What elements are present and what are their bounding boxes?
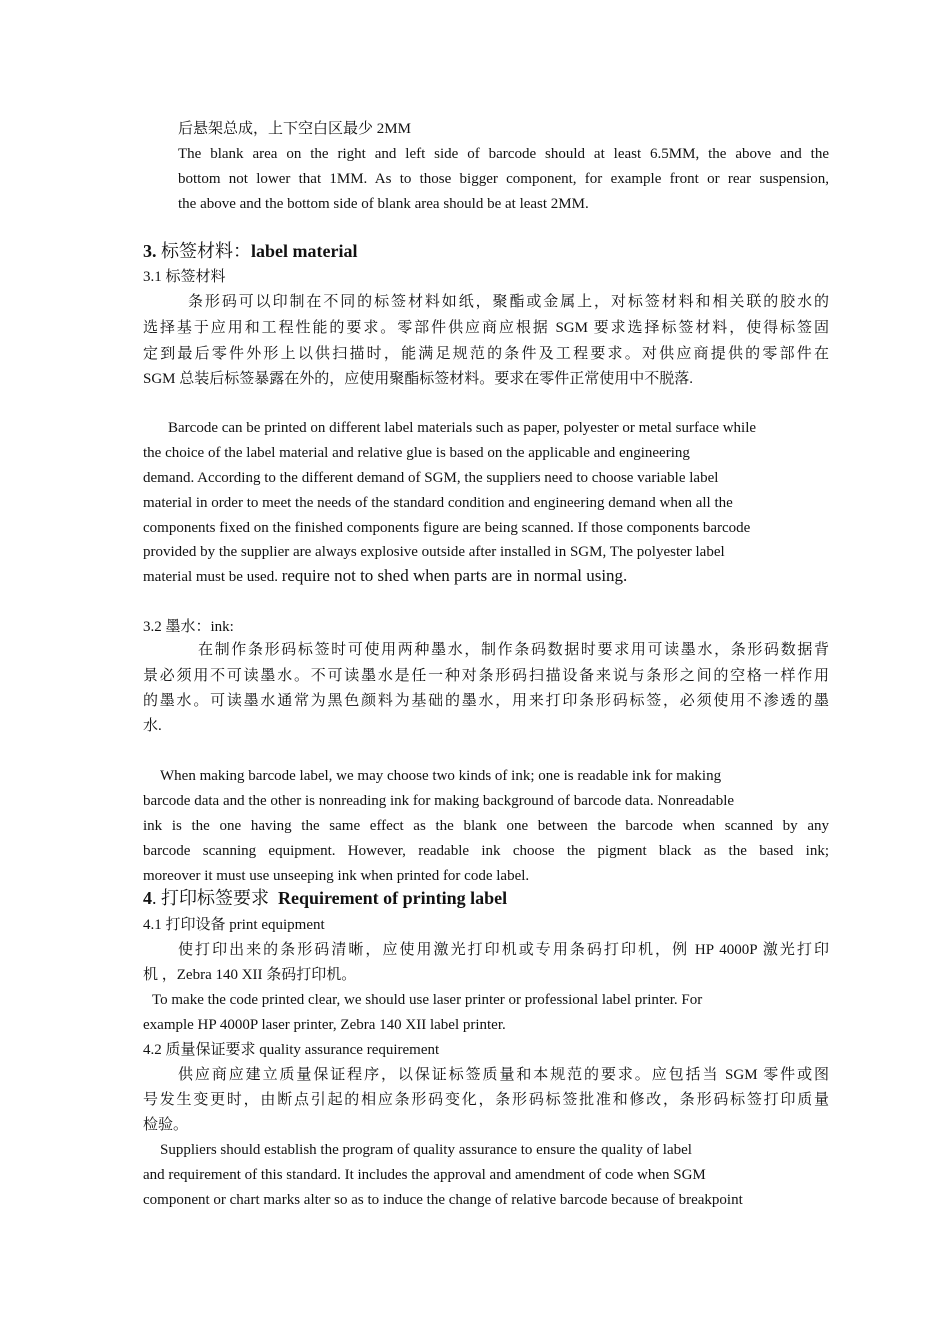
para-3-2-cn-line-3: 的墨水。可读墨水通常为黑色颜料为基础的墨水，用来打印条形码标签，必须使用不渗透的墨: [143, 693, 829, 709]
para-3-1-en-line-6: provided by the supplier are always explosive outside after installed in SGM, The polyester label: [143, 544, 725, 560]
para-3-1-en-line-7: [143, 566, 627, 587]
para-3-2-en-line-2: barcode data and the other is nonreading ink for making background of barcode data. Nonreadable: [143, 793, 735, 809]
para-3-1-en-line-1: Barcode can be printed on different label materials such as paper, polyester or metal surface while: [168, 420, 757, 436]
intro-line-2: The blank area on the right and left side of barcode should at least 6.5MM, the above and the: [178, 146, 829, 162]
section-3-heading: [143, 240, 357, 262]
para-3-2-en-line-5: moreover it must use unseeping ink when printed for code label.: [143, 868, 530, 884]
section-4-heading: [143, 887, 507, 909]
para-3-1-en-line-3: demand. According to the different demand of SGM, the suppliers need to choose variable label: [143, 470, 719, 486]
section-3-title-cn: 标签材料：: [161, 241, 251, 261]
para-3-1-cn-line-3: 定到最后零件外形上以供扫描时，能满足规范的条件及工程要求。对供应商提供的零部件在: [143, 346, 829, 362]
para-4-2-cn-line-3: 检验。: [143, 1117, 189, 1133]
para-4-2-cn-line-2: 号发生变更时，由断点引起的相应条形码变化，条形码标签批准和修改，条形码标签打印质量: [143, 1092, 829, 1108]
section-4-title-cn: . 打印标签要求: [152, 888, 269, 908]
subheading-3-2: 3.2 墨水：ink:: [143, 619, 234, 635]
para-3-2-en-line-4: barcode scanning equipment. However, readable ink choose the pigment black as the based ink;: [143, 843, 829, 859]
para-4-1-en-line-1: To make the code printed clear, we should use laser printer or professional label printer. For: [152, 992, 703, 1008]
para-3-2-cn-line-2: 景必须用不可读墨水。不可读墨水是任一种对条形码扫描设备来说与条形之间的空格一样作用: [143, 668, 829, 684]
para-3-2-en-line-3: ink is the one having the same effect as the blank one between the barcode when scanned by any: [143, 818, 829, 834]
subheading-3-1: 3.1 标签材料: [143, 269, 226, 285]
intro-line-1: 后悬架总成，上下空白区最少 2MM: [178, 121, 411, 137]
para-3-2-cn-line-1: 在制作条形码标签时可使用两种墨水，制作条码数据时要求用可读墨水，条形码数据背: [198, 642, 829, 658]
subheading-4-1: 4.1 打印设备 print equipment: [143, 917, 325, 933]
para-4-1-cn-line-1: 使打印出来的条形码清晰，应使用激光打印机或专用条码打印机，例 HP 4000P 激光打印: [178, 942, 829, 958]
para-4-2-cn-line-1: 供应商应建立质量保证程序，以保证标签质量和本规范的要求。应包括当 SGM 零件或图: [178, 1067, 829, 1083]
intro-line-4: the above and the bottom side of blank area should be at least 2MM.: [178, 196, 589, 212]
para-3-1-cn-line-1: 条形码可以印制在不同的标签材料如纸，聚酯或金属上，对标签材料和相关联的胶水的: [188, 294, 829, 310]
para-3-1-en-line-2: the choice of the label material and relative glue is based on the applicable and engineering: [143, 445, 690, 461]
section-4-number: 4: [143, 888, 152, 908]
para-3-2-en-line-1: When making barcode label, we may choose two kinds of ink; one is readable ink for making: [160, 768, 722, 784]
intro-line-3: bottom not lower that 1MM. As to those bigger component, for example front or rear suspension,: [178, 171, 829, 187]
para-3-1-en-last-a: material must be used.: [143, 569, 282, 585]
para-4-1-cn-line-2: 机 ，Zebra 140 XII 条码打印机。: [143, 967, 357, 983]
section-3-number: 3.: [143, 241, 157, 261]
para-3-1-en-last-b: require not to shed when parts are in normal using.: [281, 566, 628, 585]
para-3-1-cn-line-2: 选择基于应用和工程性能的要求。零部件供应商应根据 SGM 要求选择标签材料，使得标签固: [143, 320, 829, 336]
para-4-2-en-line-2: and requirement of this standard. It includes the approval and amendment of code when SGM: [143, 1167, 706, 1183]
para-3-1-en-line-5: components fixed on the finished components figure are being scanned. If those components barcode: [143, 520, 751, 536]
subheading-4-2: 4.2 质量保证要求 quality assurance requirement: [143, 1042, 440, 1058]
section-4-title-en: Requirement of printing label: [278, 888, 508, 908]
para-3-1-cn-line-4: SGM 总装后标签暴露在外的，应使用聚酯标签材料。要求在零件正常使用中不脱落.: [143, 371, 694, 387]
para-4-2-en-line-1: Suppliers should establish the program of quality assurance to ensure the quality of label: [160, 1142, 692, 1158]
para-4-2-en-line-3: component or chart marks alter so as to induce the change of relative barcode because of breakpoint: [143, 1192, 743, 1208]
para-3-2-cn-line-4: 水.: [143, 718, 162, 734]
para-4-1-en-line-2: example HP 4000P laser printer, Zebra 140 XII label printer.: [143, 1017, 506, 1033]
para-3-1-en-line-4: material in order to meet the needs of the standard condition and engineering demand when all the: [143, 495, 733, 511]
section-3-title-en: label material: [251, 241, 358, 261]
